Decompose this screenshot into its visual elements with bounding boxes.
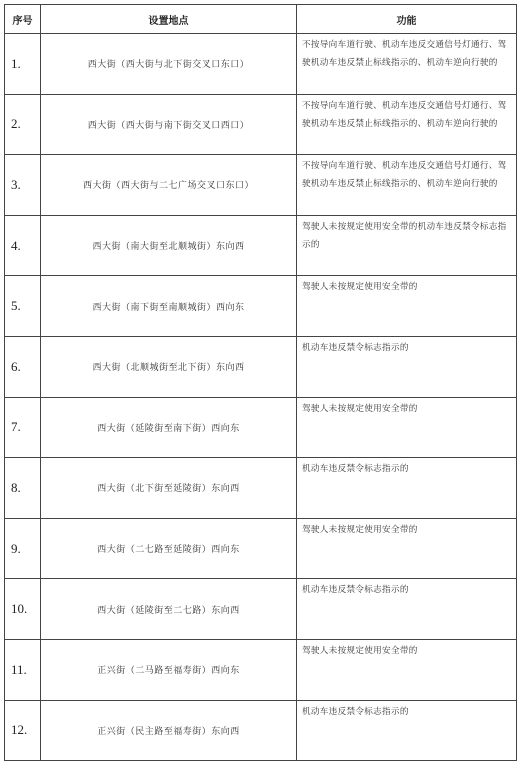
row-location: 正兴街（二马路至福寿街）西向东: [41, 639, 297, 700]
row-num: 2.: [5, 94, 41, 155]
row-location: 西大街（南大街至北顺城街）东向西: [41, 215, 297, 276]
row-function: 驾驶人未按规定使用安全带的: [297, 518, 517, 579]
row-function: 驾驶人未按规定使用安全带的: [297, 276, 517, 337]
row-location: 西大街（北下街至延陵街）东向西: [41, 458, 297, 519]
row-num: 8.: [5, 458, 41, 519]
row-location: 正兴街（民主路至福寿街）东向西: [41, 700, 297, 761]
table-row: [5, 700, 517, 761]
row-function: 不按导向车道行驶、机动车违反交通信号灯通行、驾驶机动车违反禁止标线指示的、机动车逆向行驶的: [297, 155, 517, 216]
table-row: [5, 94, 517, 155]
table-row: [5, 639, 517, 700]
header-num: 序号: [5, 5, 41, 34]
table-row: [5, 155, 517, 216]
table-row: [5, 518, 517, 579]
row-num: 11.: [5, 639, 41, 700]
table-header-row: [5, 5, 517, 34]
row-function: 机动车违反禁令标志指示的: [297, 700, 517, 761]
row-function: 驾驶人未按规定使用安全带的: [297, 639, 517, 700]
row-location: 西大街（二七路至延陵街）西向东: [41, 518, 297, 579]
row-function: 不按导向车道行驶、机动车违反交通信号灯通行、驾驶机动车违反禁止标线指示的、机动车逆向行驶的: [297, 34, 517, 95]
row-location: 西大街（南下街至南顺城街）西向东: [41, 276, 297, 337]
row-num: 1.: [5, 34, 41, 95]
row-function: 机动车违反禁令标志指示的: [297, 458, 517, 519]
row-location: 西大街（西大街与南下街交叉口西口）: [41, 94, 297, 155]
row-function: 机动车违反禁令标志指示的: [297, 579, 517, 640]
row-function: 机动车违反禁令标志指示的: [297, 336, 517, 397]
header-location: 设置地点: [41, 5, 297, 34]
row-num: 6.: [5, 336, 41, 397]
row-num: 5.: [5, 276, 41, 337]
row-num: 10.: [5, 579, 41, 640]
header-function: 功能: [297, 5, 517, 34]
row-num: 12.: [5, 700, 41, 761]
row-num: 9.: [5, 518, 41, 579]
table-row: [5, 276, 517, 337]
row-location: 西大街（延陵街至南下街）西向东: [41, 397, 297, 458]
row-function: 驾驶人未按规定使用安全带的机动车违反禁令标志指示的: [297, 215, 517, 276]
row-num: 7.: [5, 397, 41, 458]
table-row: [5, 215, 517, 276]
camera-location-table: [4, 4, 517, 761]
table-row: [5, 458, 517, 519]
table-row: [5, 336, 517, 397]
row-function: 不按导向车道行驶、机动车违反交通信号灯通行、驾驶机动车违反禁止标线指示的、机动车逆向行驶的: [297, 94, 517, 155]
row-location: 西大街（北顺城街至北下街）东向西: [41, 336, 297, 397]
table-row: [5, 397, 517, 458]
table-row: [5, 34, 517, 95]
row-function: 驾驶人未按规定使用安全带的: [297, 397, 517, 458]
row-location: 西大街（延陵街至二七路）东向西: [41, 579, 297, 640]
row-location: 西大街（西大街与二七广场交叉口东口）: [41, 155, 297, 216]
row-num: 3.: [5, 155, 41, 216]
row-location: 西大街（西大街与北下街交叉口东口）: [41, 34, 297, 95]
row-num: 4.: [5, 215, 41, 276]
table-row: [5, 579, 517, 640]
